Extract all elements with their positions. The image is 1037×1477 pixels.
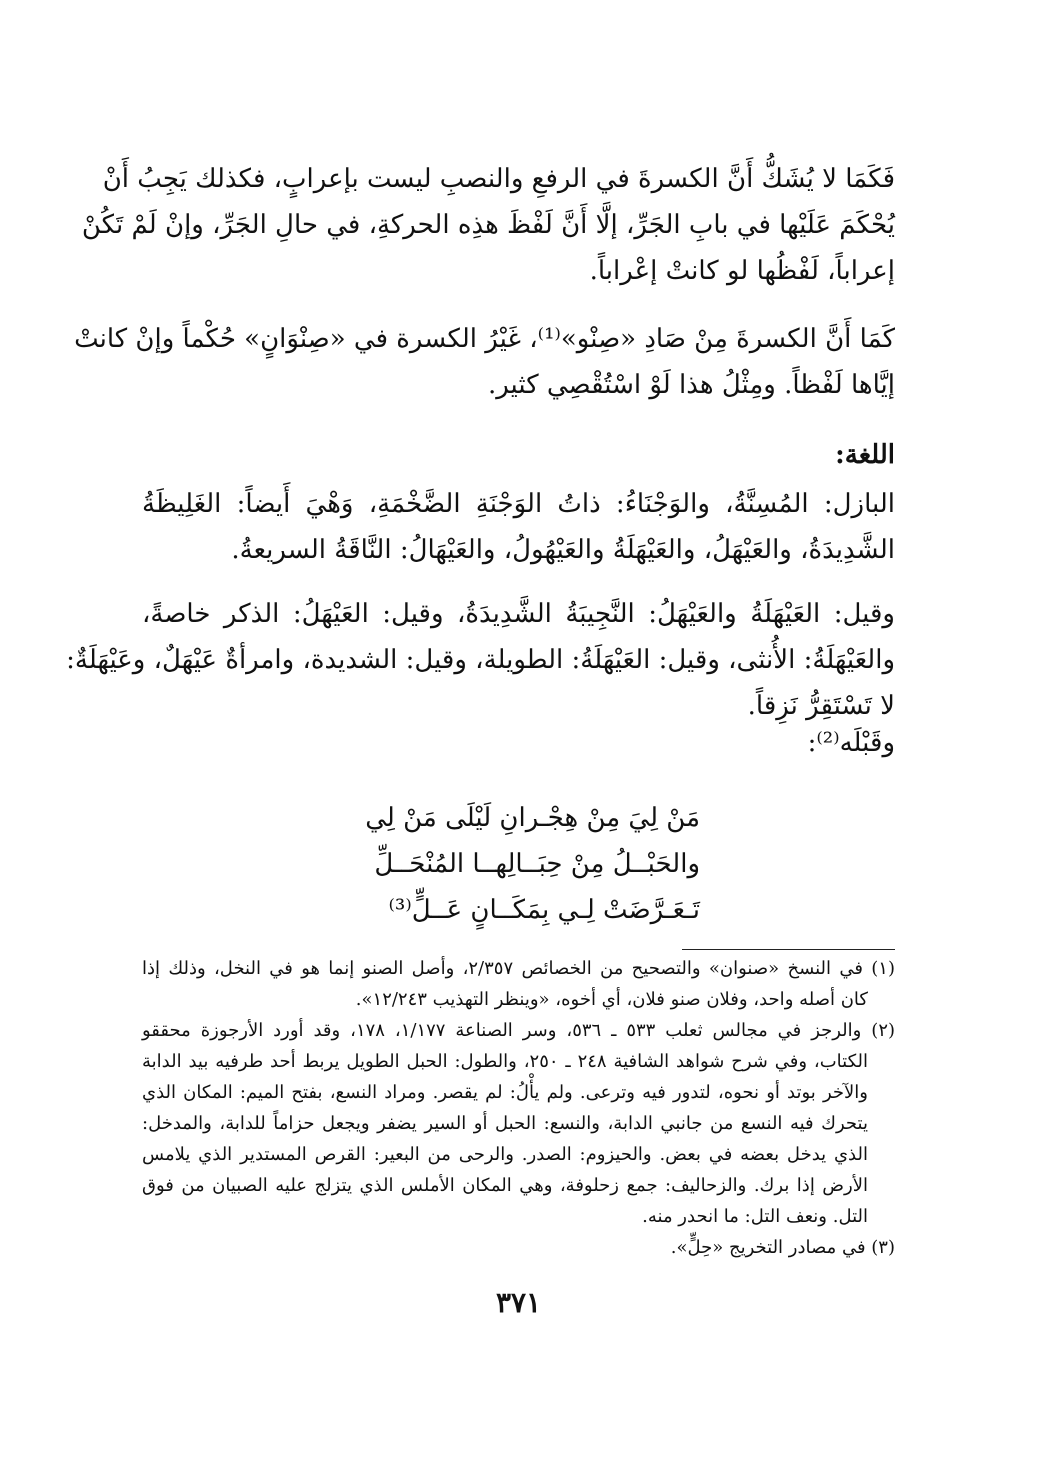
text-line: وقَبْلَه⁽²⁾:	[807, 728, 895, 758]
paragraph-3	[142, 481, 895, 573]
paragraph-2	[74, 316, 895, 408]
paragraph-1	[81, 156, 895, 294]
poem-verse	[340, 795, 700, 933]
footnote-line: (٣) في مصادر التخريج «حِلٍّ».	[670, 1237, 895, 1258]
paragraph-5	[142, 720, 895, 766]
text-line: فَكَمَا لا يُشَكُّ أَنَّ الكسرةَ في الرفعِ والنصبِ ليست بإعرابٍ، فكذلك يَجِبُ أَنْ	[102, 164, 895, 194]
footnote-line: كان أصله واحد، وفلان صنو فلان، أي أخوه، «وينظر التهذيب ١٢/٢٤٣».	[355, 989, 868, 1010]
footnotes	[142, 953, 895, 1263]
text-line: لا تَسْتَقِرُّ نَزِقاً.	[747, 691, 895, 721]
text-line: البازل: المُسِنَّةُ، والوَجْنَاءُ: ذاتُ الوَجْنَةِ الضَّخْمَةِ، وَهْيَ أَيضاً: الغَلِيظَةُ	[142, 489, 895, 519]
footnote-line: (١) في النسخ «صنوان» والتصحيح من الخصائص ٢/٣٥٧، وأصل الصنو إنما هو في النخل، وذلك إذا	[142, 958, 895, 979]
section-heading: اللغة:	[835, 440, 895, 470]
text-line: الشَّدِيدَةُ، والعَيْهَلُ، والعَيْهَلَةُ والعَيْهُولُ، والعَيْهَالُ: النَّاقَةُ السريعةُ.	[231, 535, 895, 565]
footnote-line: يتحرك فيه النسع من جانبي الدابة، والنسع: الحبل أو السير يضفر ويجعل حزاماً للدابة، والمدخل:	[142, 1113, 868, 1134]
text-line: كَمَا أَنَّ الكسرةَ مِنْ صَادِ «صِنْو»⁽¹⁾، غَيْرُ الكسرة في «صِنْوَانٍ» حُكْماً وإنْ كانتْ	[74, 324, 895, 354]
text-line: يُحْكَمَ عَلَيْها في بابِ الجَرِّ، إلَّا أَنَّ لَفْظَ هذِه الحركةِ، في حالِ الجَرِّ، وإنْ لَمْ تَكُنْ	[81, 210, 895, 240]
text-line: والعَيْهَلَةُ: الأُنثى، وقيل: العَيْهَلَةُ: الطويلة، وقيل: الشديدة، وامرأةٌ عَيْهَلٌ، وعَيْهَلَةٌ:	[66, 645, 895, 675]
footnote-line: الذي يدخل بعضه في بعض. والحيزوم: الصدر. والرحى من البعير: القرص المستدير الذي يلامس	[142, 1144, 868, 1165]
paragraph-4	[66, 591, 895, 729]
text-line: إعراباً، لَفْظُها لو كانتْ إعْراباً.	[589, 256, 895, 286]
footnote-line: التل. ونعف التل: ما انحدر منه.	[642, 1206, 868, 1227]
verse-line: مَنْ لِيَ مِنْ هِجْـرانِ لَيْلَى مَنْ لِي	[365, 803, 700, 833]
verse-line: والحَبْــلُ مِنْ حِبَــالِهــا المُنْحَــلِّ	[374, 849, 700, 879]
footnote-separator	[682, 949, 895, 950]
footnote-3	[142, 1232, 895, 1263]
text-line: وقيل: العَيْهَلَةُ والعَيْهَلُ: النَّجِيبَةُ الشَّدِيدَةُ، وقيل: العَيْهَلُ: الذكر خاصةً،	[142, 599, 895, 629]
footnote-line: الأرض إذا برك. والزحاليف: جمع زحلوفة، وهي المكان الأملس الذي يتزلج عليه الصبيان من فوق	[142, 1175, 868, 1196]
footnote-line: (٢) والرجز في مجالس ثعلب ٥٣٣ ـ ٥٣٦، وسر الصناعة ١/١٧٧، ١٧٨، وقد أورد الأرجوزة محققو	[142, 1020, 896, 1041]
footnote-1	[142, 953, 895, 1015]
verse-line: تَـعَـرَّضَتْ لِـي بِمَكَــانٍ عَــلٍّ⁽³⁾	[388, 895, 700, 925]
page-number: ٣٧١	[495, 1286, 542, 1319]
footnote-line: والآخر بوتد أو نحوه، لتدور فيه وترعى. ولم يأْلُ: لم يقصر. ومراد النسع، بفتح الميم: المكان الذي	[142, 1082, 868, 1103]
text-line: إيَّاها لَفْظاً. ومِثْلُ هذا لَوْ اسْتُقْصِي كثير.	[487, 370, 895, 400]
footnote-2	[142, 1015, 895, 1232]
footnote-line: الكتاب، وفي شرح شواهد الشافية ٢٤٨ ـ ٢٥٠، والطول: الحبل الطويل يربط أحد طرفيه بيد الدابة	[142, 1051, 868, 1072]
